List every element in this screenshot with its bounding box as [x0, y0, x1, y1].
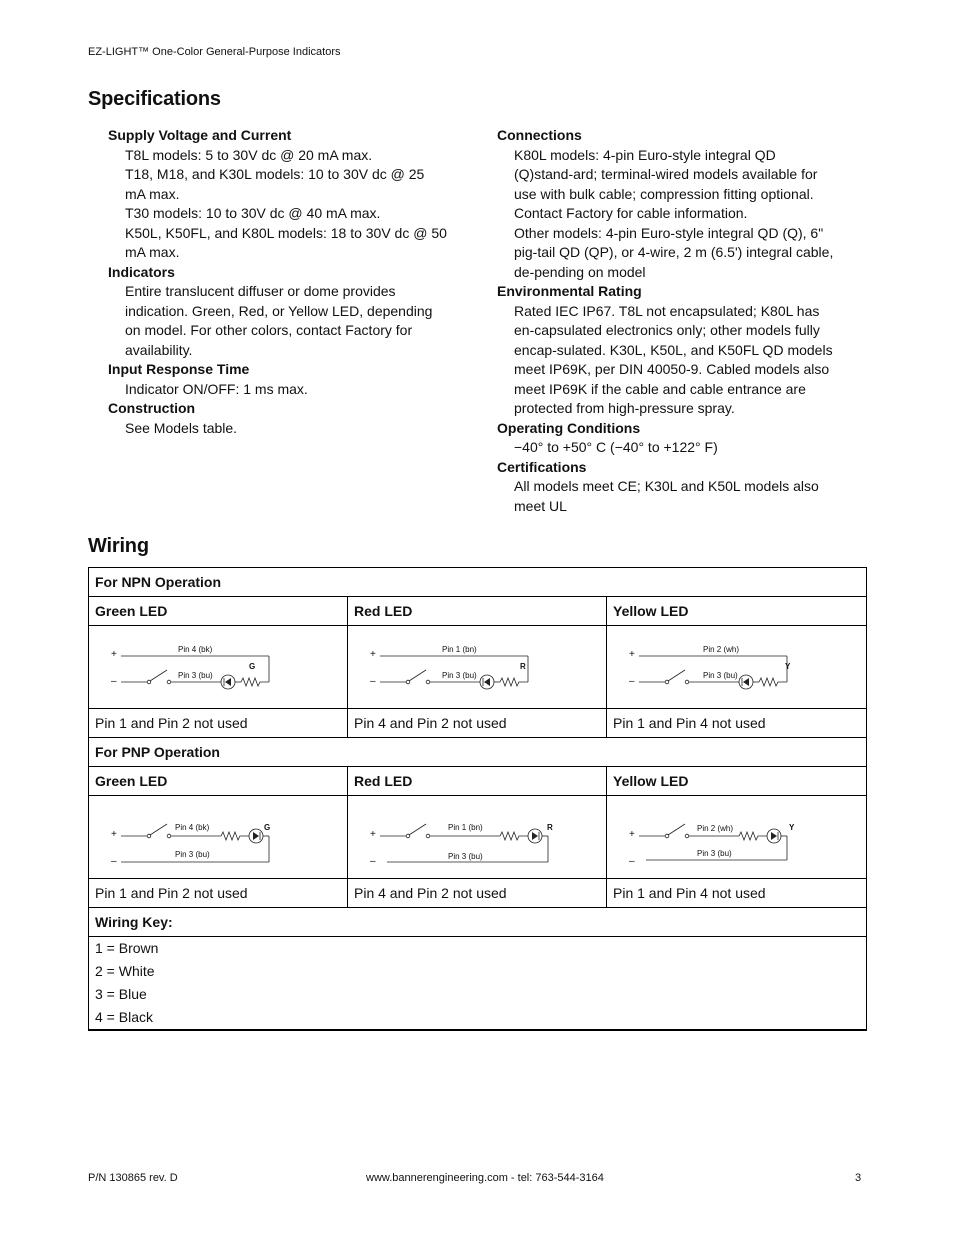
wiring-key-item: 4 = Black — [95, 1009, 153, 1025]
spec-line: T18, M18, and K30L models: 10 to 30V dc @ 25 mA max. — [125, 166, 425, 202]
pnp-wiring-diagram — [362, 802, 572, 872]
wiring-key-item: 1 = Brown — [95, 940, 159, 956]
minus-symbol: – — [370, 676, 376, 687]
pnp-operation-header: For PNP Operation — [89, 738, 867, 767]
plus-symbol: + — [111, 649, 117, 660]
specs-left-column — [108, 126, 448, 438]
npn-yellow-led-header: Yellow LED — [607, 597, 867, 626]
pin-bottom-label: Pin 3 (bu) — [442, 671, 477, 680]
minus-symbol: – — [111, 856, 117, 867]
wiring-key-header: Wiring Key: — [89, 908, 867, 937]
npn-wiring-diagram — [362, 632, 572, 702]
spec-line: T30 models: 10 to 30V dc @ 40 mA max. — [125, 205, 381, 221]
pin-bottom-label: Pin 3 (bu) — [175, 850, 210, 859]
plus-symbol: + — [370, 829, 376, 840]
npn-operation-header: For NPN Operation — [89, 568, 867, 597]
pin-bottom-label: Pin 3 (bu) — [697, 849, 732, 858]
spec-line: Other models: 4-pin Euro-style integral QD (Q), 6" pig-tail QD (QP), or 4-wire, 2 m (6.5') integral cable, de-pending on model — [514, 224, 834, 280]
pin-bottom-label: Pin 3 (bu) — [703, 671, 738, 680]
spec-certifications — [497, 458, 837, 517]
spec-title: Construction — [108, 400, 196, 416]
specs-right-column — [497, 126, 837, 516]
wiring-key-item: 2 = White — [95, 963, 155, 979]
led-color-letter: Y — [789, 823, 795, 832]
plus-symbol: + — [629, 829, 635, 840]
spec-line: K80L models: 4-pin Euro-style integral QD (Q)stand-ard; terminal-wired models available for use with bulk cable; compression fitting optional. Contact Factory for cable information. — [514, 146, 818, 221]
npn-green-led-header: Green LED — [89, 597, 348, 626]
spec-operating-conditions — [497, 419, 837, 458]
pnp-wiring-diagram — [103, 802, 313, 872]
npn-red-led-header: Red LED — [348, 597, 607, 626]
pnp-red-diagram-cell — [348, 796, 607, 879]
npn-wiring-diagram — [103, 632, 313, 702]
spec-title: Operating Conditions — [497, 419, 641, 436]
minus-symbol: – — [629, 856, 635, 867]
npn-green-note: Pin 1 and Pin 2 not used — [89, 709, 348, 738]
spec-environmental-rating — [497, 282, 837, 419]
wiring-key-list — [89, 937, 867, 1031]
npn-yellow-note: Pin 1 and Pin 4 not used — [607, 709, 867, 738]
plus-symbol: + — [111, 829, 117, 840]
specifications-heading: Specifications — [88, 88, 221, 110]
spec-input-response-time — [108, 360, 448, 399]
pin-top-label: Pin 4 (bk) — [178, 645, 213, 654]
npn-red-note: Pin 4 and Pin 2 not used — [348, 709, 607, 738]
wiring-heading: Wiring — [88, 535, 149, 557]
plus-symbol: + — [370, 649, 376, 660]
spec-line: All models meet CE; K30L and K50L models also meet UL — [514, 478, 819, 514]
pin-top-label: Pin 2 (wh) — [703, 645, 740, 654]
footer-part-number: P/N 130865 rev. D — [88, 1172, 178, 1184]
spec-line: Rated IEC IP67. T8L not encapsulated; K80L has en-capsulated electronics only; other models fully encap-sulated. K30L, K50L, and K50FL QD models meet IP69K, per DIN 40050-9. Cabled models also meet IP69K if the cable and cable entrance are protected from high-pressure spray. — [514, 302, 833, 416]
wiring-key-item: 3 = Blue — [95, 986, 147, 1002]
led-color-letter: R — [520, 662, 526, 671]
spec-line: Indicator ON/OFF: 1 ms max. — [125, 380, 308, 397]
spec-title: Certifications — [497, 458, 587, 475]
spec-title: Connections — [497, 127, 582, 143]
npn-red-diagram-cell — [348, 626, 607, 709]
pin-top-label: Pin 2 (wh) — [697, 824, 734, 833]
pin-bottom-label: Pin 3 (bu) — [178, 671, 213, 680]
pnp-wiring-diagram — [621, 802, 831, 872]
led-color-letter: Y — [785, 662, 791, 671]
pnp-green-diagram-cell — [89, 796, 348, 879]
spec-title: Indicators — [108, 263, 175, 280]
led-color-letter: G — [249, 662, 256, 671]
spec-line: T8L models: 5 to 30V dc @ 20 mA max. — [125, 146, 373, 163]
spec-line: K50L, K50FL, and K80L models: 18 to 30V dc @ 50 mA max. — [125, 224, 447, 260]
spec-line: See Models table. — [125, 419, 238, 436]
footer-page-number: 3 — [855, 1172, 862, 1184]
pnp-yellow-led-header: Yellow LED — [607, 767, 867, 796]
npn-wiring-diagram — [621, 632, 831, 702]
minus-symbol: – — [370, 856, 376, 867]
pnp-red-led-header: Red LED — [348, 767, 607, 796]
spec-title: Input Response Time — [108, 361, 250, 377]
wiring-table — [88, 567, 867, 1031]
spec-line: −40° to +50° C (−40° to +122° F) — [514, 439, 718, 455]
spec-title: Environmental Rating — [497, 283, 642, 299]
minus-symbol: – — [629, 676, 635, 687]
pnp-green-led-header: Green LED — [89, 767, 348, 796]
pnp-yellow-note: Pin 1 and Pin 4 not used — [607, 879, 867, 908]
pin-bottom-label: Pin 3 (bu) — [448, 852, 483, 861]
pnp-green-note: Pin 1 and Pin 2 not used — [89, 879, 348, 908]
spec-line: Entire translucent diffuser or dome provides indication. Green, Red, or Yellow LED, depending on model. For other colors, contact Factory for availability. — [125, 283, 433, 358]
led-color-letter: G — [264, 823, 271, 832]
spec-supply-voltage — [108, 126, 448, 263]
spec-indicators — [108, 263, 448, 361]
spec-connections — [497, 126, 837, 282]
pnp-red-note: Pin 4 and Pin 2 not used — [348, 879, 607, 908]
spec-construction — [108, 399, 448, 438]
page-header: EZ-LIGHT™ One-Color General-Purpose Indicators — [88, 46, 341, 58]
npn-green-diagram-cell — [89, 626, 348, 709]
pin-top-label: Pin 4 (bk) — [175, 823, 210, 832]
led-color-letter: R — [547, 823, 553, 832]
footer-website: www.bannerengineering.com - tel: 763-544-3164 — [366, 1172, 604, 1184]
plus-symbol: + — [629, 649, 635, 660]
pin-top-label: Pin 1 (bn) — [448, 823, 483, 832]
npn-yellow-diagram-cell — [607, 626, 867, 709]
minus-symbol: – — [111, 676, 117, 687]
pin-top-label: Pin 1 (bn) — [442, 645, 477, 654]
spec-title: Supply Voltage and Current — [108, 127, 292, 143]
pnp-yellow-diagram-cell — [607, 796, 867, 879]
